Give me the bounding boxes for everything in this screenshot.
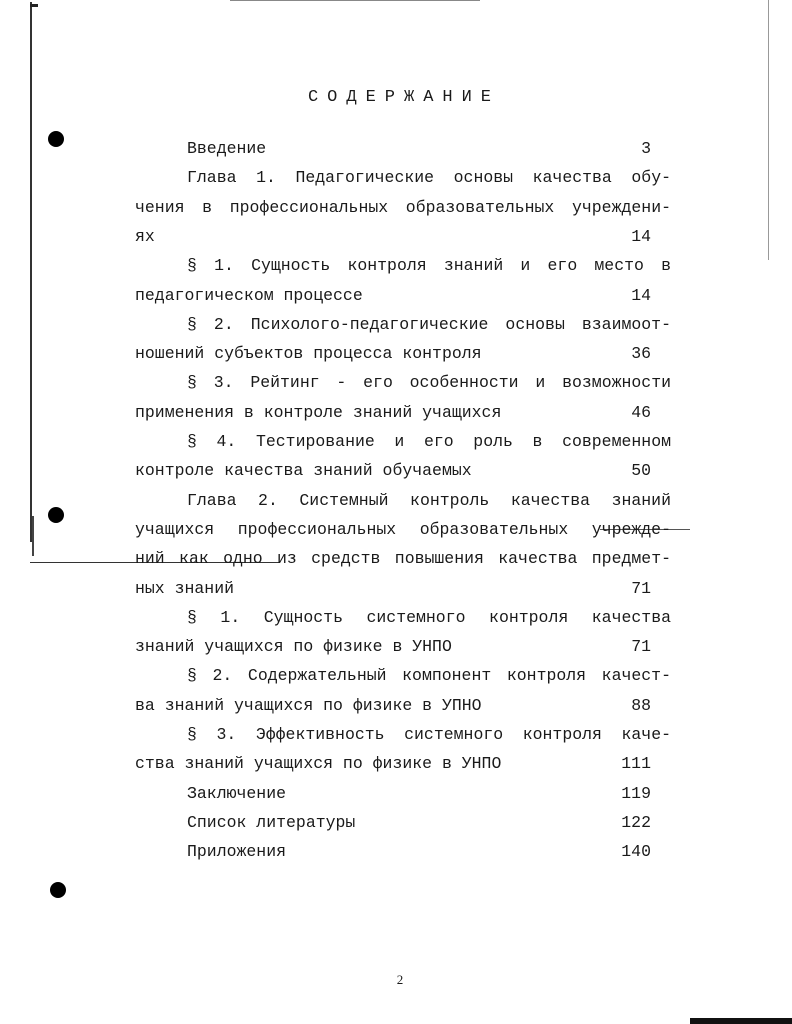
scan-edge-right [768,0,769,260]
toc-entry-line: Список литературы [187,812,356,832]
toc-entry-line: ства знаний учащихся по физике в УНПО [135,754,502,774]
toc-entry-line: ных знаний [135,578,235,598]
toc-entry-line: ва знаний учащихся по физике в УПНО [135,695,482,715]
toc-entry-line: Приложения [187,842,287,862]
toc-page-number: 119 [621,783,651,803]
page-title: СОДЕРЖАНИЕ [307,88,501,107]
punch-hole-top [48,131,64,147]
toc-page-number: 71 [631,637,651,657]
toc-entry-line: § 3. Эффективность системного контроля каче- [187,725,671,744]
toc-entry-line: чения в профессиональных образовательных учреждени- [135,197,671,217]
toc-page-number: 46 [631,402,651,422]
punch-hole-middle [48,507,64,523]
toc-entry-line: ношений субъектов процесса контроля [135,344,482,364]
toc-page-number: 14 [631,285,651,305]
toc-page-number: 88 [631,695,651,715]
toc-page-number: 111 [621,754,651,774]
toc-page-number: 50 [631,461,651,481]
toc-page-number: 71 [631,578,651,598]
toc-entry-line: § 4. Тестирование и его роль в современном [187,432,671,451]
scan-edge-top-line [230,0,480,1]
toc-entry-line: применения в контроле знаний учащихся [135,402,502,422]
toc-entry-line: Заключение [187,783,287,803]
toc-entry-line: § 2. Психолого-педагогические основы взаимоот- [187,314,671,334]
toc-entry-line: ний как одно из средств повышения качества предмет- [135,549,671,569]
toc-entry-line: учащихся профессиональных образовательных учрежде- [135,519,671,539]
scan-edge-bottom-right [690,1018,792,1024]
toc-entry-line: Глава 2. Системный контроль качества знаний [187,490,671,510]
toc-entry-line: знаний учащихся по физике в УНПО [135,637,452,657]
toc-entry-line: § 2. Содержательный компонент контроля качест- [187,666,671,686]
toc-entry-line: § 3. Рейтинг - его особенности и возможности [187,373,671,393]
toc-page-number: 3 [641,139,651,158]
toc-entry-line: ях [135,226,155,246]
scan-edge-top-tick [30,4,38,7]
scan-edge-top-left [30,2,32,542]
toc-page-number: 140 [621,842,651,862]
toc-entry-line: контроле качества знаний обучаемых [135,461,472,481]
toc-entry-line: § 1. Сущность контроля знаний и его место в [187,256,671,276]
toc-page-number: 122 [621,812,651,832]
toc-entry-line: Введение [187,139,267,158]
scan-mark-left [32,516,34,556]
toc-page-number: 14 [631,226,651,246]
toc-entry-line: § 1. Сущность системного контроля качества [187,607,671,627]
punch-hole-bottom [50,882,66,898]
toc-entry-line: педагогическом процессе [135,285,363,305]
toc-page-number: 36 [631,344,651,364]
page-number: 2 [396,972,404,987]
toc-entry-line: Глава 1. Педагогические основы качества обу- [187,168,671,188]
